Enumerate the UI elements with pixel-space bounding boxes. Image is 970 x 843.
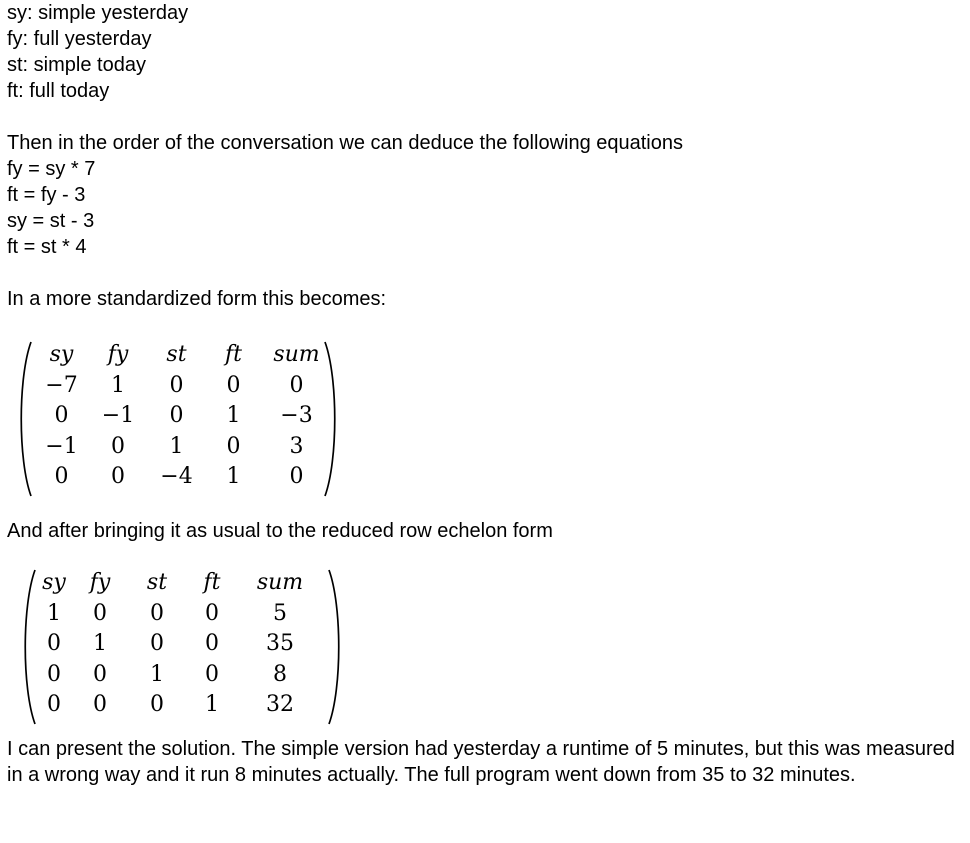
matrix-row (35, 462, 331, 493)
matrix-cell: 0 (54, 464, 69, 490)
matrix-header-cell: st (146, 570, 168, 596)
matrix-header-cell: st (166, 342, 187, 368)
matrix-header-cell: sy (49, 342, 74, 368)
matrix-table (37, 568, 321, 721)
matrix-cell: 0 (205, 600, 219, 626)
matrix-cell: 1 (111, 372, 125, 398)
matrix-cell: 0 (93, 600, 107, 626)
matrix-cell: 0 (226, 372, 241, 398)
right-parenthesis (327, 568, 343, 726)
matrix-cell: 0 (205, 631, 219, 657)
matrix-cell: 0 (47, 692, 61, 718)
matrix-cell: 0 (150, 631, 164, 657)
equation-line: ft = fy - 3 (7, 184, 86, 206)
matrix-header-cell: ft (225, 342, 242, 368)
matrix-cell: 0 (169, 403, 184, 429)
matrix-cell: −1 (101, 403, 135, 429)
conclusion-paragraph: I can present the solution. The simple version had yesterday a runtime of 5 minutes, but this was measured in a wrong way and it run 8 minutes actually. The full program went down from 35 to 32 minutes. (7, 738, 955, 786)
matrix-header-row (35, 340, 331, 371)
equation-line: sy = st - 3 (7, 210, 95, 232)
matrix-cell: −7 (45, 372, 78, 398)
equation-line: ft = st * 4 (7, 236, 87, 258)
matrix-cell: 0 (289, 372, 304, 398)
matrix-cell: 35 (266, 631, 294, 657)
matrix-header-row (37, 568, 321, 599)
matrix-cell: 32 (266, 692, 294, 718)
matrix-header-cell: sy (42, 570, 66, 596)
matrix-cell: 3 (289, 433, 304, 459)
matrix-header-cell: sum (256, 570, 304, 596)
matrix-cell: 1 (93, 631, 107, 657)
spacer (7, 104, 957, 130)
equation-line: fy = sy * 7 (7, 158, 96, 180)
matrix-row (35, 401, 331, 432)
matrix-row (37, 599, 321, 630)
rref-intro: And after bringing it as usual to the reduced row echelon form (7, 520, 553, 542)
matrix-row (37, 629, 321, 660)
matrix-cell: 1 (150, 661, 164, 687)
matrix-cell: 0 (93, 661, 107, 687)
matrix-header-cell: fy (89, 570, 111, 596)
matrix-cell: −3 (280, 403, 313, 429)
matrix-cell: 1 (226, 464, 241, 490)
matrix-header-cell: ft (203, 570, 221, 596)
matrix-cell: 0 (54, 403, 69, 429)
spacer (7, 260, 957, 286)
matrix-header-cell: fy (107, 342, 129, 368)
document (7, 0, 957, 788)
definition-line: fy: full yesterday (7, 28, 152, 50)
matrix-header-cell: sum (273, 342, 320, 368)
matrix-cell: 0 (150, 600, 164, 626)
definition-line: st: simple today (7, 54, 146, 76)
definition-line: sy: simple yesterday (7, 2, 189, 24)
matrix-cell: −1 (45, 433, 78, 459)
matrix-cell: 0 (47, 631, 61, 657)
matrix-cell: 0 (47, 661, 61, 687)
matrix-cell: −4 (160, 464, 193, 490)
augmented-matrix (7, 340, 957, 498)
matrix-cell: 0 (111, 433, 125, 459)
matrix-table (35, 340, 331, 493)
standardized-intro: In a more standardized form this becomes: (7, 288, 387, 310)
matrix-row (35, 371, 331, 402)
matrix-row (35, 432, 331, 463)
matrix-cell: 1 (226, 403, 241, 429)
definition-line: ft: full today (7, 80, 110, 102)
matrix-cell: 0 (150, 692, 164, 718)
matrix-cell: 1 (205, 692, 219, 718)
matrix-cell: 8 (273, 661, 287, 687)
left-parenthesis (17, 340, 33, 498)
matrix-cell: 5 (273, 600, 287, 626)
matrix-cell: 0 (111, 464, 125, 490)
matrix-row (37, 660, 321, 691)
left-parenthesis (21, 568, 37, 726)
matrix-cell: 0 (205, 661, 219, 687)
matrix-cell: 0 (226, 433, 241, 459)
right-parenthesis (323, 340, 339, 498)
matrix-cell: 0 (93, 692, 107, 718)
matrix-cell: 0 (169, 372, 184, 398)
matrix-row (37, 690, 321, 721)
matrix-cell: 1 (169, 433, 184, 459)
equations-intro: Then in the order of the conversation we can deduce the following equations (7, 132, 683, 154)
rref-matrix (7, 568, 957, 726)
matrix-cell: 0 (289, 464, 304, 490)
matrix-cell: 1 (47, 600, 61, 626)
